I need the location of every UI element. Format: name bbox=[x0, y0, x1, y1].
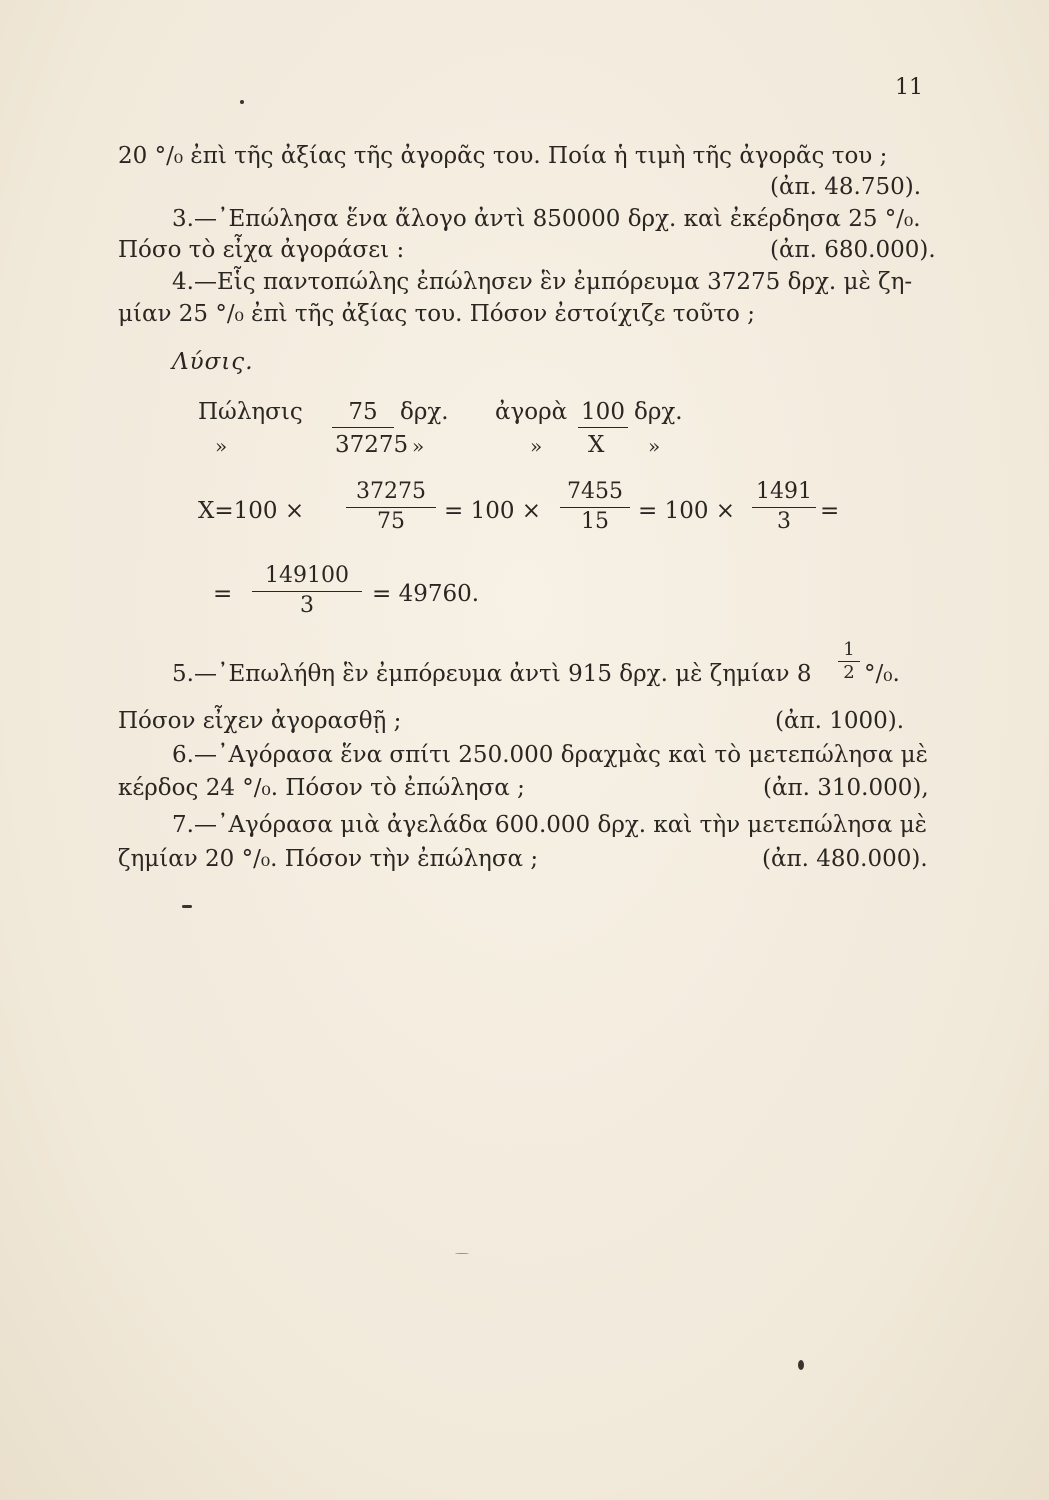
ditto-mark-4: » bbox=[648, 434, 661, 458]
fraction-7455-15 bbox=[560, 479, 630, 535]
fraction-numerator: 1491 bbox=[752, 479, 816, 508]
equation-1-end: = bbox=[820, 498, 840, 524]
equation-1-mid-2: = 100 × bbox=[638, 498, 736, 524]
fraction-denominator: 75 bbox=[377, 509, 405, 534]
solution-heading: Λύσις. bbox=[172, 349, 254, 375]
fraction-1491-3 bbox=[752, 479, 816, 535]
sale-value-2: 37275 bbox=[335, 432, 409, 458]
problem-3-line-2: Πόσο τὸ εἶχα ἀγοράσει : bbox=[118, 237, 405, 263]
fraction-numerator: 1 bbox=[838, 640, 860, 662]
sale-label: Πώλησις bbox=[198, 399, 303, 425]
fraction-denominator: 15 bbox=[581, 509, 609, 534]
ditto-mark-2: » bbox=[412, 434, 425, 458]
fraction-one-half bbox=[838, 640, 860, 683]
answer-7: (ἀπ. 480.000). bbox=[762, 846, 928, 872]
ditto-mark-1: » bbox=[215, 434, 228, 458]
fraction-denominator: 3 bbox=[300, 593, 314, 618]
fraction-numerator: 7455 bbox=[560, 479, 630, 508]
answer-5: (ἀπ. 1000). bbox=[775, 708, 905, 734]
problem-5-percent: °/₀. bbox=[864, 661, 900, 687]
answer-1: (ἀπ. 48.750). bbox=[770, 174, 922, 200]
problem-4-line-2: μίαν 25 °/₀ ἐπὶ τῆς ἀξίας του. Πόσον ἐστοίχιζε τοῦτο ; bbox=[118, 301, 755, 327]
problem-5-line-2: Πόσον εἶχεν ἀγορασθῇ ; bbox=[118, 708, 402, 734]
problem-5-line-1: 5.—᾿Επωλήθη ἓν ἐμπόρευμα ἀντὶ 915 δρχ. μὲ ζημίαν 8 bbox=[172, 661, 812, 687]
problem-7-line-2: ζημίαν 20 °/₀. Πόσον τὴν ἐπώλησα ; bbox=[118, 846, 539, 872]
buy-value: 100 bbox=[578, 398, 628, 428]
page-number: 11 bbox=[895, 75, 923, 100]
fraction-denominator: 3 bbox=[777, 509, 791, 534]
ditto-mark-3: » bbox=[530, 434, 543, 458]
fraction-numerator: 149100 bbox=[252, 563, 362, 592]
problem-6-line-2: κέρδος 24 °/₀. Πόσον τὸ ἐπώλησα ; bbox=[118, 775, 525, 801]
buy-label: ἀγορὰ bbox=[495, 399, 568, 425]
text-line-1: 20 °/₀ ἐπὶ τῆς ἀξίας τῆς ἀγορᾶς του. Ποία ἡ τιμὴ τῆς ἀγορᾶς του ; bbox=[118, 143, 888, 169]
equation-1-mid: = 100 × bbox=[444, 498, 542, 524]
equation-2-result: = 49760. bbox=[372, 581, 480, 607]
fraction-numerator: 37275 bbox=[346, 479, 436, 508]
problem-7-line-1: 7.—᾿Αγόρασα μιὰ ἀγελάδα 600.000 δρχ. καὶ τὴν μετεπώλησα μὲ bbox=[172, 812, 927, 838]
answer-6: (ἀπ. 310.000), bbox=[763, 775, 929, 801]
problem-3-line-1: 3.—᾿Επώλησα ἕνα ἄλογο ἀντὶ 850000 δρχ. καὶ ἐκέρδησα 25 °/₀. bbox=[172, 206, 921, 232]
equation-1-start: X=100 × bbox=[198, 498, 305, 524]
sale-unit: δρχ. bbox=[400, 399, 449, 425]
fraction-37275-75 bbox=[346, 479, 436, 535]
fraction-149100-3 bbox=[252, 563, 362, 619]
answer-3: (ἀπ. 680.000). bbox=[770, 237, 936, 263]
dust-speck bbox=[455, 1253, 469, 1254]
problem-6-line-1: 6.—᾿Αγόρασα ἕνα σπίτι 250.000 δραχμὰς καὶ τὸ μετεπώλησα μὲ bbox=[172, 742, 928, 768]
dust-speck bbox=[240, 100, 244, 104]
fraction-denominator: 2 bbox=[843, 662, 855, 683]
unknown-x: X bbox=[588, 432, 605, 458]
dust-speck bbox=[182, 905, 192, 908]
dust-speck bbox=[798, 1360, 804, 1370]
sale-value: 75 bbox=[332, 398, 394, 428]
buy-unit: δρχ. bbox=[634, 399, 683, 425]
equation-2-start: = bbox=[213, 581, 233, 607]
problem-4-line-1: 4.—Εἷς παντοπώλης ἐπώλησεν ἓν ἐμπόρευμα 37275 δρχ. μὲ ζη- bbox=[172, 269, 913, 295]
